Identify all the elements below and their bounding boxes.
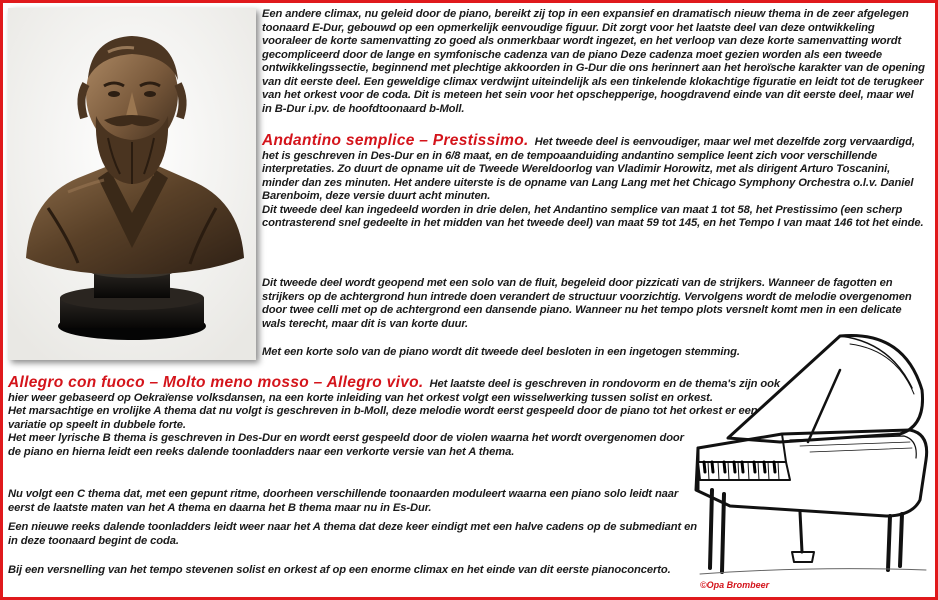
andantino-section <box>262 134 926 231</box>
andantino-structure-text: Dit tweede deel kan ingedeeld worden in drie delen, het Andantino semplice van maat 1 tot 58, het Prestissimo (een scherp contrasterend snel gedeelte in het midden van het tweede deel) van maat 59 tot 145, en het Tempo I van maat 146 tot het einde. <box>262 203 924 230</box>
theme-d-paragraph: Een nieuwe reeks dalende toonladders leidt weer naar het A thema dat deze keer eindigt met een halve cadens op de submediant en in deze toonaard begint de coda. <box>8 521 698 547</box>
piano-solo-paragraph: Met een korte solo van de piano wordt dit tweede deel besloten in een ingetogen stemming. <box>262 346 740 358</box>
bust-illustration <box>8 8 256 360</box>
intro-paragraph: Een andere climax, nu geleid door de piano, bereikt zij top in een expansief en dramatisch nieuw thema in de zeer afgelegen toonaard E-Dur, gebouwd op een opmerkelijk eenvoudige figuur. Dit zorgt voor het laatste deel van deze ontwikkeling vooraleer de korte samenvatting zo goed als onmerkbaar wordt ingezet, en het verloop van deze korte samenvatting wordt gecompliceerd door de lange en symfonische cadenza van de piano Deze cadenza moet gezien worden als een tweede ontwikkelingssectie, beginnend met plechtige akkoorden in G-Dur die ons herinnert aan het heroïsche karakter van de opening van dit eerste deel. Een geweldige climax verdwijnt uiteindelijk als een tinkelende klokachtige figuratie en leidt tot de terugkeer van het orkest voor de coda. Dit is meteen het sein voor het opschepperige, hoogdravend einde van dit eerste deel, maar wel in B-Dur i.pv. de hoofdtoonaard b-Moll. <box>262 8 925 115</box>
copyright-credit: ©Opa Brombeer <box>700 580 770 590</box>
ending-paragraph: Bij een versnelling van het tempo stevenen solist en orkest af op een enorme climax en het einde van dit eerste pianoconcerto. <box>8 564 671 576</box>
andantino-text: Het tweede deel is eenvoudiger, maar wel met dezelfde zorg vervaardigd, het is geschreven in Des-Dur en in 6/8 maat, en de tempoaanduiding andantino semplice leent zich voor verschillende interpretaties. Zo duurt de opname uit de Tweede Wereldoorlog van Vladimir Horowitz, met als dirigent Arturo Toscanini, minder dan zes minuten. Het andere uiterste is de opname van Lang Lang met het Chicago Symphony Orchestra o.l.v. Daniel Barenboim, deze versie duurt acht minuten. <box>262 136 915 203</box>
allegro-text: Het laatste deel is geschreven in rondovorm en de thema's zijn ook hier weer gebaseerd op Oekraïense volksdansen, na een korte inleiding van het orkest volgt een wisselwerking tussen solist en orkest. <box>8 378 780 404</box>
flute-paragraph: Dit tweede deel wordt geopend met een solo van de fluit, begeleid door pizzicati van de strijkers. Wanneer de fagotten en strijkers op de achtergrond hun intrede doen verandert de structuur voorzichtig. Vervolgens wordt de melodie overgenomen door twee celli met op de achtergrond een dansende piano. Wanneer nu het tempo plots versnelt komt men in een delicate wals terecht, maar dit is van korte duur. <box>262 277 912 330</box>
andantino-heading: Andantino semplice – Prestissimo. <box>262 132 529 149</box>
allegro-heading: Allegro con fuoco – Molto meno mosso – Allegro vivo. <box>8 374 424 391</box>
allegro-section <box>8 376 798 432</box>
theme-b-paragraph: Het meer lyrische B thema is geschreven in Des-Dur en wordt eerst gespeeld door de violen waarna het wordt overgenomen door de piano en hierna leidt een reeks dalende toonladders naar een verkorte versie van het A thema. <box>8 432 684 458</box>
composer-bust-image <box>8 8 256 360</box>
theme-c-paragraph: Nu volgt een C thema dat, met een gepunt ritme, doorheen verschillende toonaarden moduleert waarna een piano solo leidt naar eerst de laatste maten van het A thema en daarna het B thema maar nu in Es-Dur. <box>8 488 679 514</box>
piano-sketch <box>690 330 932 578</box>
theme-a-text: Het marsachtige en vrolijke A thema dat nu volgt is geschreven in b-Moll, deze melodie wordt eerst gespeeld door de piano tot het orkest er een variatie op speelt in dubbele forte. <box>8 405 758 431</box>
grand-piano-image <box>690 330 932 578</box>
